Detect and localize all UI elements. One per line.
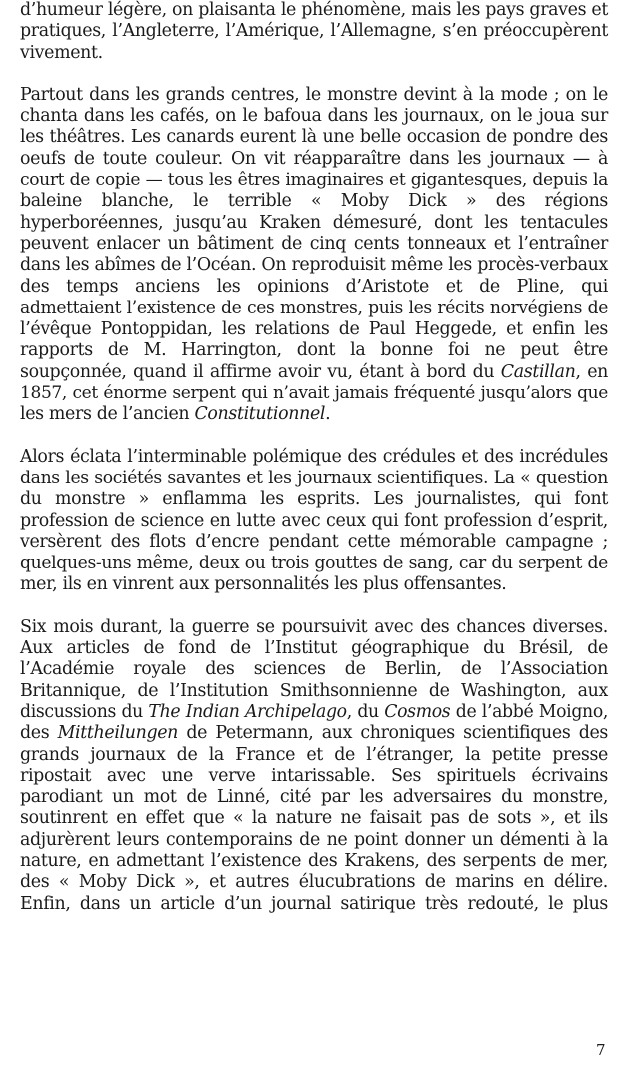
text-line: d’humeur légère, on plaisanta le phénomène, mais les pays graves et: [20, 0, 608, 20]
text-line: 1857, cet énorme serpent qui n’avait jamais fréquenté jusqu’alors que: [20, 383, 608, 404]
text-line: dans les sociétés savantes et les journaux scientifiques. La « question: [20, 467, 608, 488]
text-line: Enfin, dans un article d’un journal satirique très redouté, le plus: [20, 893, 608, 914]
text-line: des « Moby Dick », et autres élucubrations de marins en délire.: [20, 872, 608, 893]
text-run: , du: [346, 701, 385, 722]
text-line: ripostait avec une verve intarissable. Ses spirituels écrivains: [20, 765, 608, 786]
text-line: adjurèrent leurs contemporains de ne point donner un démenti à la: [20, 829, 608, 850]
italic-title-castillan: Castillan: [500, 361, 576, 382]
text-line: [20, 723, 608, 744]
text-line: l’évêque Pontoppidan, les relations de Paul Heggede, et enfin les: [20, 319, 608, 340]
text-run: soupçonnée, quand il affirme avoir vu, étant à bord du: [20, 361, 501, 382]
text-line: pratiques, l’Angleterre, l’Amérique, l’Allemagne, s’en préoccupèrent: [20, 21, 608, 42]
text-run: de l’abbé Moigno,: [450, 701, 608, 722]
text-run: des: [20, 723, 58, 744]
document-page: [20, 0, 608, 936]
text-line: [20, 404, 608, 425]
text-line: Six mois durant, la guerre se poursuivit avec des chances diverses.: [20, 616, 608, 637]
paragraph-1: [20, 0, 608, 64]
page-number: 7: [596, 1041, 606, 1059]
text-line: [20, 362, 608, 383]
text-line: dans les abîmes de l’Océan. On reproduisit même les procès-verbaux: [20, 255, 608, 276]
italic-title-indian-archipelago: The Indian Archipelago: [148, 701, 347, 722]
text-line: grands journaux de la France et de l’étranger, la petite presse: [20, 744, 608, 765]
text-line: Aux articles de fond de l’Institut géographique du Brésil, de: [20, 638, 608, 659]
text-line: [20, 702, 608, 723]
text-line: vivement.: [20, 42, 103, 63]
text-run: .: [325, 404, 331, 425]
italic-title-mittheilungen: Mittheilungen: [57, 723, 179, 744]
text-line: les théâtres. Les canards eurent là une belle occasion de pondre des: [20, 127, 608, 148]
text-run: , en: [575, 361, 608, 382]
text-run: les mers de l’ancien: [20, 404, 195, 425]
italic-title-cosmos: Cosmos: [384, 701, 451, 722]
text-line: versèrent des flots d’encre pendant cette mémorable campagne ;: [20, 531, 608, 552]
paragraph-4: [20, 617, 608, 915]
text-line: baleine blanche, le terrible « Moby Dick » des régions: [20, 191, 608, 212]
text-line: l’Académie royale des sciences de Berlin, de l’Association: [20, 659, 608, 680]
text-run: discussions du: [20, 701, 149, 722]
text-line: des temps anciens les opinions d’Aristote et de Pline, qui: [20, 276, 608, 297]
text-line: quelques-uns même, deux ou trois gouttes de sang, car du serpent de: [20, 553, 608, 574]
paragraph-2: [20, 85, 608, 426]
text-line: peuvent enlacer un bâtiment de cinq cents tonneaux et l’entraîner: [20, 233, 608, 254]
text-run: de Petermann, aux chroniques scientifiques des: [178, 723, 608, 744]
text-line: court de copie — tous les êtres imaginaires et gigantesques, depuis la: [20, 170, 608, 191]
text-line: soutinrent en effet que « la nature ne faisait pas de sots », et ils: [20, 808, 608, 829]
text-line: Britannique, de l’Institution Smithsonnienne de Washington, aux: [20, 680, 608, 701]
text-line: Partout dans les grands centres, le monstre devint à la mode ; on le: [20, 84, 608, 105]
text-line: mer, ils en vinrent aux personnalités les plus offensantes.: [20, 574, 507, 595]
text-line: profession de science en lutte avec ceux qui font profession d’esprit,: [20, 510, 608, 531]
text-line: parodiant un mot de Linné, cité par les adversaires du monstre,: [20, 787, 608, 808]
text-line: admettaient l’existence de ces monstres, puis les récits norvégiens de: [20, 297, 608, 318]
text-line: nature, en admettant l’existence des Krakens, des serpents de mer,: [20, 850, 608, 871]
text-line: chanta dans les cafés, on le bafoua dans les journaux, on le joua sur: [20, 106, 608, 127]
text-line: Alors éclata l’interminable polémique des crédules et des incrédules: [20, 446, 608, 467]
italic-title-constitutionnel: Constitutionnel: [194, 404, 326, 425]
text-line: rapports de M. Harrington, dont la bonne foi ne peut être: [20, 340, 608, 361]
paragraph-3: [20, 447, 608, 596]
text-line: oeufs de toute couleur. On vit réapparaître dans les journaux — à: [20, 148, 608, 169]
text-line: hyperboréennes, jusqu’au Kraken démesuré, dont les tentacules: [20, 212, 608, 233]
text-line: du monstre » enflamma les esprits. Les journalistes, qui font: [20, 489, 608, 510]
